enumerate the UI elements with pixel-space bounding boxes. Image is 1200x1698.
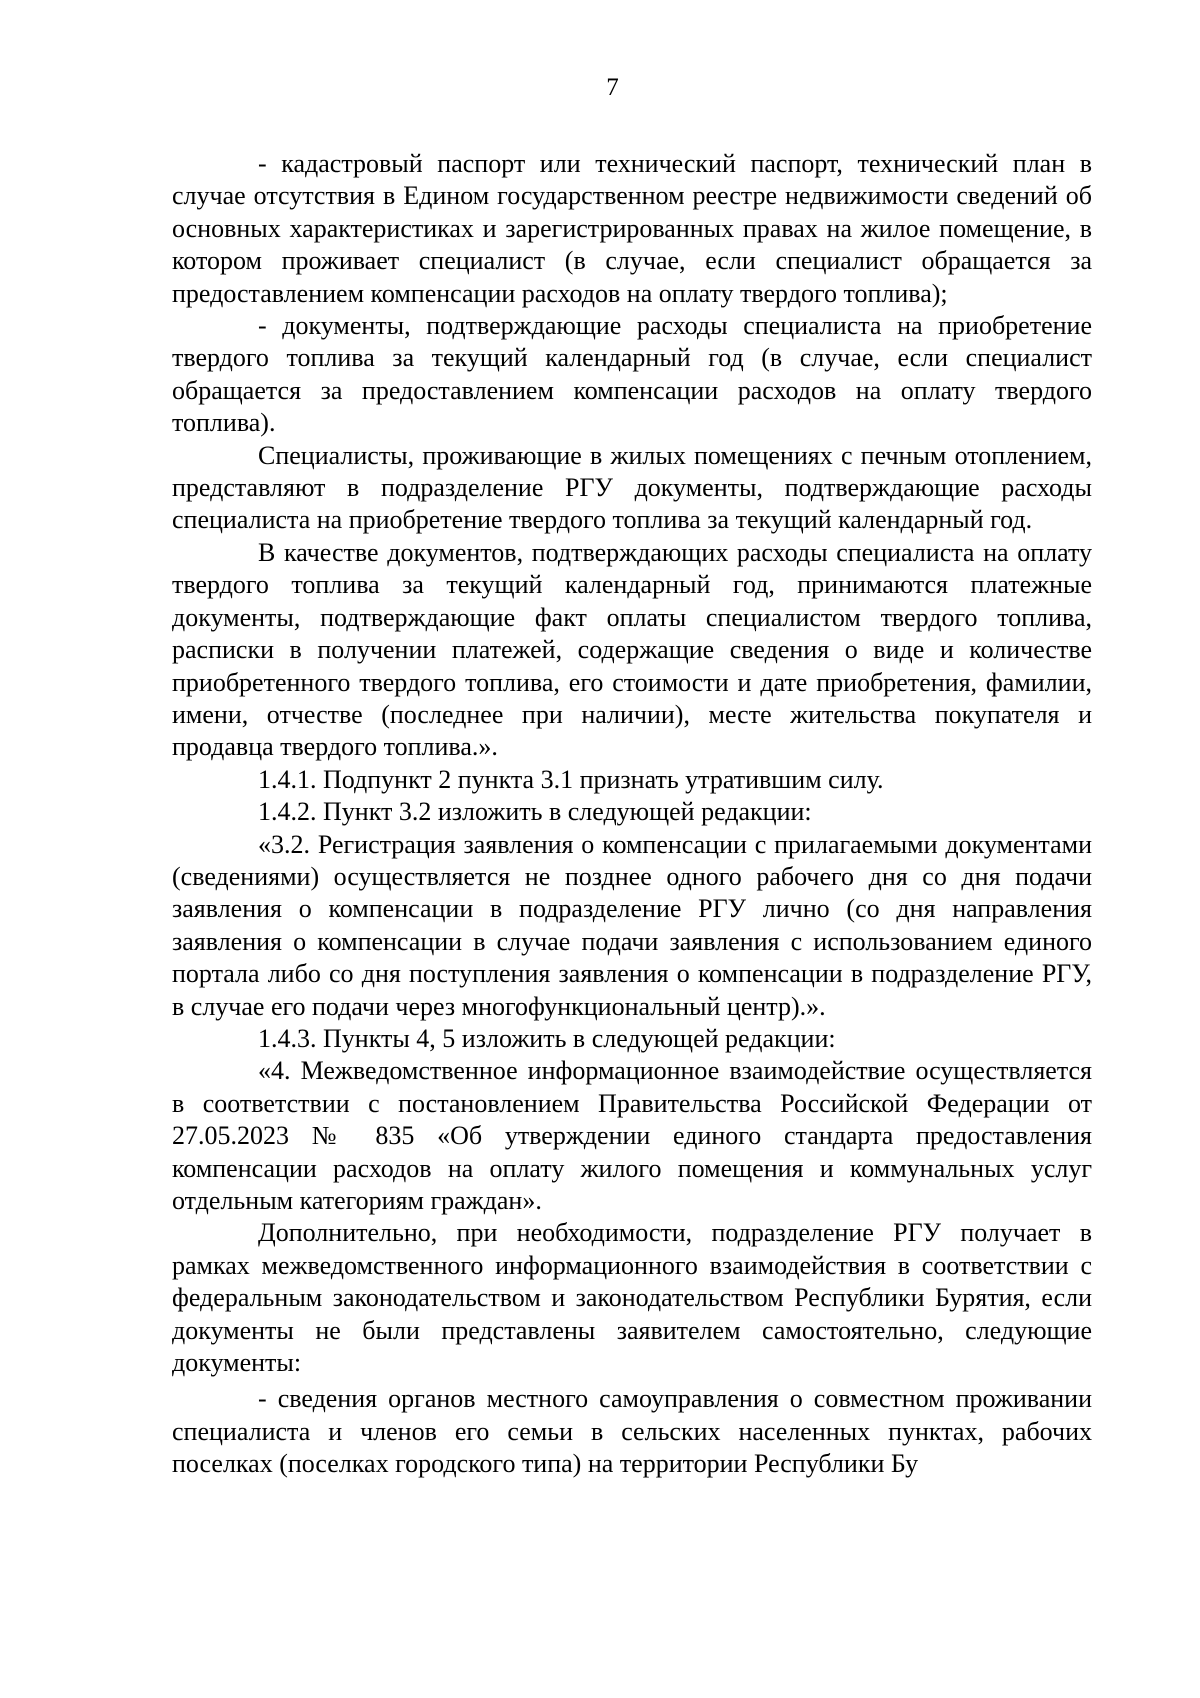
paragraph-cadastral-passport: - кадастровый паспорт или технический паспорт, технический план в случае отсутствия в Едином государственном реестре недвижимости сведений об основных характеристиках и зарегистрированных правах на жилое помещение, в котором проживает специалист (в случае, если специалист обращается за предоставлением компенсации расходов на оплату твердого топлива); — [172, 149, 1092, 308]
paragraph-local-government-info: - сведения органов местного самоуправления о совместном проживании специалиста и членов его семьи в сельских населенных пунктах, рабочих поселках (поселках городского типа) на территории Республики Бу — [172, 1384, 1092, 1479]
page-number: 7 — [606, 74, 619, 101]
paragraph-1-4-2: 1.4.2. Пункт 3.2 изложить в следующей редакции: — [258, 797, 812, 827]
paragraph-4-interagency: «4. Межведомственное информационное взаимодействие осуществляется в соответствии с постановлением Правительства Российской Федерации от 27.05.2023 № 835 «Об утверждении единого стандарта предоставления компенсации расходов на оплату жилого помещения и коммунальных услуг отдельным категориям граждан». — [172, 1056, 1092, 1215]
document-body — [172, 148, 1092, 1481]
paragraph-1-4-1: 1.4.1. Подпункт 2 пункта 3.1 признать утратившим силу. — [258, 764, 884, 794]
paragraph-1-4-3: 1.4.3. Пункты 4, 5 изложить в следующей редакции: — [258, 1023, 836, 1053]
paragraph-stove-heating: Специалисты, проживающие в жилых помещениях с печным отоплением, представляют в подразделение РГУ документы, подтверждающие расходы специалиста на приобретение твердого топлива за текущий календарный год. — [172, 440, 1092, 535]
paragraph-payment-documents: В качестве документов, подтверждающих расходы специалиста на оплату твердого топлива за текущий календарный год, принимаются платежные документы, подтверждающие факт оплаты специалистом твердого топлива, расписки в получении платежей, содержащие сведения о виде и количестве приобретенного твердого топлива, его стоимости и дате приобретения, фамилии, имени, отчестве (последнее при наличии), месте жительства покупателя и продавца твердого топлива.». — [172, 537, 1092, 762]
paragraph-additional-documents: Дополнительно, при необходимости, подразделение РГУ получает в рамках межведомственного информационного взаимодействия в соответствии с федеральным законодательством и законодательством Республики Бурятия, если документы не были представлены заявителем самостоятельно, следующие документы: — [172, 1218, 1092, 1378]
paragraph-3-2-registration: «3.2. Регистрация заявления о компенсации с прилагаемыми документами (сведениями) осуществляется не позднее одного рабочего дня со дня подачи заявления о компенсации в подразделение РГУ лично (со дня направления заявления о компенсации в случае подачи заявления с использованием единого портала либо со дня поступления заявления о компенсации в подразделение РГУ, в случае его подачи через многофункциональный центр).». — [172, 829, 1092, 1021]
paragraph-fuel-expense-documents: - документы, подтверждающие расходы специалиста на приобретение твердого топлива за текущий календарный год (в случае, если специалист обращается за предоставлением компенсации расходов на оплату твердого топлива). — [172, 311, 1092, 438]
